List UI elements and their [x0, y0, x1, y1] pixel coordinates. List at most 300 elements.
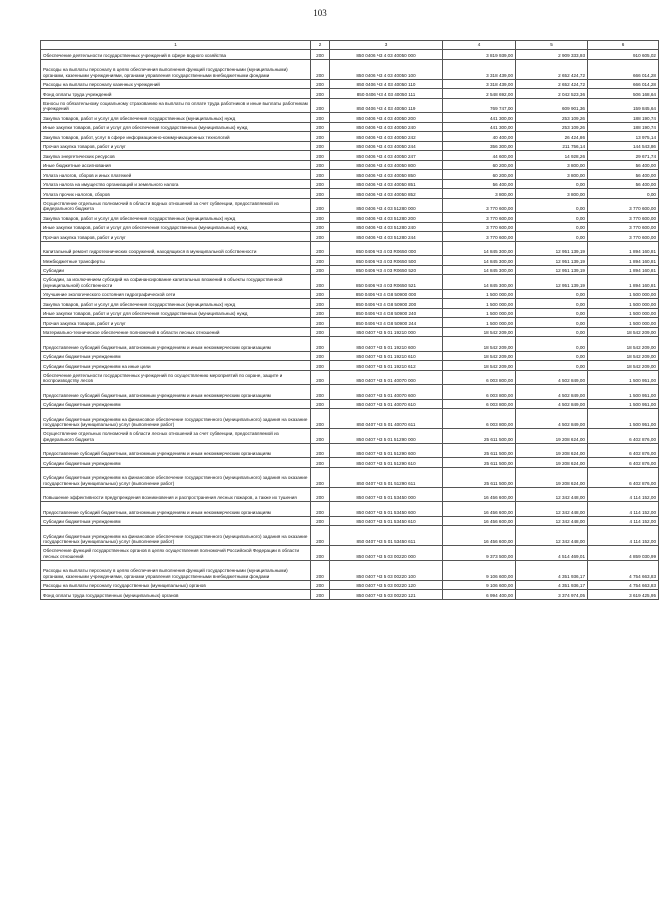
row-budget-code: 850 0407 Ч3 5 01 51290 610	[330, 458, 443, 468]
row-line-code: 200	[311, 299, 330, 309]
row-unexecuted-amount: 1 894 160,81	[588, 265, 659, 275]
row-line-code: 200	[311, 502, 330, 517]
table-row	[41, 502, 659, 517]
row-unexecuted-amount: 188 190,74	[588, 122, 659, 132]
table-row	[41, 98, 659, 113]
row-approved-amount: 9 106 600,00	[443, 580, 516, 590]
row-executed-amount: 4 502 849,00	[516, 399, 588, 409]
row-approved-amount: 1 500 000,00	[443, 308, 516, 318]
table-row	[41, 399, 659, 409]
row-approved-amount: 3 770 600,00	[443, 222, 516, 232]
table-row	[41, 79, 659, 89]
table-row	[41, 113, 659, 123]
row-executed-amount: 4 502 849,00	[516, 370, 588, 385]
row-unexecuted-amount: 1 500 951,00	[588, 409, 659, 429]
row-approved-amount: 3 770 600,00	[443, 213, 516, 223]
row-executed-amount: 3 800,00	[516, 170, 588, 180]
row-approved-amount: 6 003 800,00	[443, 399, 516, 409]
row-approved-amount: 769 747,00	[443, 98, 516, 113]
row-line-code: 200	[311, 59, 330, 79]
row-approved-amount: 60 200,00	[443, 160, 516, 170]
row-approved-amount: 25 611 500,00	[443, 467, 516, 487]
table-row	[41, 160, 659, 170]
row-unexecuted-amount: 56 400,00	[588, 160, 659, 170]
row-executed-amount: 0,00	[516, 289, 588, 299]
row-description: Обеспечение функций государственных органов в целях осуществления полномочий Российской Федерации в области лесных отношений	[41, 546, 311, 561]
table-row	[41, 232, 659, 242]
row-budget-code: 850 0407 Ч3 5 03 00220 121	[330, 590, 443, 600]
row-approved-amount: 16 456 600,00	[443, 526, 516, 546]
row-budget-code: 850 0406 Ч3 4 03 51280 240	[330, 222, 443, 232]
row-line-code: 200	[311, 580, 330, 590]
row-unexecuted-amount: 3 770 600,00	[588, 222, 659, 232]
table-row	[41, 327, 659, 337]
row-description: Расходы на выплаты персоналу в целях обеспечения выполнения функций государственными (муниципальными) органами, казенными учреждениями, органами управления государственными внебюджетными фондами	[41, 59, 311, 79]
row-executed-amount: 609 901,36	[516, 98, 588, 113]
row-executed-amount: 0,00	[516, 351, 588, 361]
row-budget-code: 850 0407 Ч3 5 01 19210 612	[330, 361, 443, 371]
row-line-code: 200	[311, 241, 330, 256]
row-line-code: 200	[311, 308, 330, 318]
row-budget-code: 850 0406 Ч3 4 03 40050 242	[330, 132, 443, 142]
row-unexecuted-amount: 3 770 600,00	[588, 213, 659, 223]
row-budget-code: 850 0406 Ч3 4 03 40050 247	[330, 151, 443, 161]
row-executed-amount: 0,00	[516, 222, 588, 232]
row-executed-amount: 26 424,86	[516, 132, 588, 142]
row-budget-code: 850 0407 Ч3 5 01 40070 611	[330, 409, 443, 429]
row-approved-amount: 18 542 209,00	[443, 351, 516, 361]
row-budget-code: 850 0406 Ч3 4 03 R0650 520	[330, 265, 443, 275]
row-budget-code: 850 0406 Ч3 4 03 40050 100	[330, 59, 443, 79]
row-budget-code: 850 0406 Ч3 4 03 40050 800	[330, 160, 443, 170]
row-unexecuted-amount: 56 400,00	[588, 179, 659, 189]
row-line-code: 200	[311, 590, 330, 600]
row-description: Межбюджетные трансферты	[41, 256, 311, 266]
row-description: Субсидии бюджетным учреждениям на финансовое обеспечение государственного (муниципального) задания на оказание государственных (муниципальных) услуг (выполнение работ)	[41, 526, 311, 546]
row-approved-amount: 441 300,00	[443, 113, 516, 123]
row-budget-code: 850 0406 Ч3 4 03 R0650 000	[330, 241, 443, 256]
table-row	[41, 299, 659, 309]
row-budget-code: 850 0406 Ч3 4 03 51280 000	[330, 198, 443, 213]
column-number: 2	[311, 41, 330, 50]
table-row	[41, 351, 659, 361]
row-unexecuted-amount: 1 500 000,00	[588, 308, 659, 318]
table-row	[41, 275, 659, 290]
row-description: Прочая закупка товаров, работ и услуг	[41, 318, 311, 328]
row-executed-amount: 0,00	[516, 318, 588, 328]
row-unexecuted-amount: 1 500 000,00	[588, 318, 659, 328]
row-line-code: 200	[311, 516, 330, 526]
table-row	[41, 385, 659, 400]
row-executed-amount: 12 951 139,19	[516, 265, 588, 275]
row-description: Закупка товаров, работ, услуг в сфере информационно-коммуникационных технологий	[41, 132, 311, 142]
row-description: Расходы на выплаты персоналу в целях обеспечения выполнения функций государственными (муниципальными) органами, казенными учреждениями, органами управления государственными внебюджетными фондами	[41, 560, 311, 580]
row-executed-amount: 12 342 448,00	[516, 516, 588, 526]
row-line-code: 200	[311, 361, 330, 371]
row-line-code: 200	[311, 113, 330, 123]
row-approved-amount: 1 500 000,00	[443, 299, 516, 309]
row-executed-amount: 253 109,26	[516, 113, 588, 123]
row-description: Фонд оплаты труда учреждений	[41, 89, 311, 99]
row-unexecuted-amount: 4 754 663,83	[588, 560, 659, 580]
row-approved-amount: 16 456 600,00	[443, 487, 516, 502]
row-description: Обеспечение деятельности государственных учреждений по осуществлению мероприятий по охране, защите и воспроизводству лесов	[41, 370, 311, 385]
row-description: Субсидии бюджетным учреждениям	[41, 399, 311, 409]
row-budget-code: 850 0407 Ч3 5 01 53450 611	[330, 526, 443, 546]
budget-table-body	[41, 41, 659, 600]
row-budget-code: 850 0407 Ч3 5 01 53450 000	[330, 487, 443, 502]
row-approved-amount: 1 500 000,00	[443, 289, 516, 299]
row-executed-amount: 0,00	[516, 213, 588, 223]
row-budget-code: 850 0407 Ч3 5 01 40070 600	[330, 385, 443, 400]
row-approved-amount: 25 611 500,00	[443, 458, 516, 468]
row-line-code: 200	[311, 289, 330, 299]
table-row	[41, 487, 659, 502]
row-line-code: 200	[311, 265, 330, 275]
table-row	[41, 308, 659, 318]
row-line-code: 200	[311, 351, 330, 361]
row-approved-amount: 16 456 600,00	[443, 516, 516, 526]
row-unexecuted-amount: 506 168,64	[588, 89, 659, 99]
row-budget-code: 850 0406 Ч3 4 03 40050 240	[330, 122, 443, 132]
row-approved-amount: 18 542 209,00	[443, 361, 516, 371]
row-approved-amount: 16 456 600,00	[443, 502, 516, 517]
row-unexecuted-amount: 3 770 600,00	[588, 232, 659, 242]
row-line-code: 200	[311, 560, 330, 580]
row-executed-amount: 19 208 624,00	[516, 467, 588, 487]
column-number: 1	[41, 41, 311, 50]
row-line-code: 200	[311, 409, 330, 429]
row-line-code: 200	[311, 467, 330, 487]
row-unexecuted-amount: 4 114 152,00	[588, 516, 659, 526]
row-budget-code: 850 0406 Ч3 4 G8 50900 000	[330, 289, 443, 299]
row-budget-code: 850 0407 Ч3 5 01 19210 000	[330, 327, 443, 337]
row-budget-code: 850 0406 Ч3 4 03 40050 851	[330, 179, 443, 189]
row-description: Уплата налогов, сборов и иных платежей	[41, 170, 311, 180]
row-description: Закупка товаров, работ и услуг для обеспечения государственных (муниципальных) нужд	[41, 299, 311, 309]
row-description: Закупка товаров, работ и услуг для обеспечения государственных (муниципальных) нужд	[41, 213, 311, 223]
row-line-code: 200	[311, 399, 330, 409]
row-unexecuted-amount: 4 754 663,83	[588, 580, 659, 590]
row-description: Расходы на выплаты персоналу государственных (муниципальных) органов	[41, 580, 311, 590]
row-description: Улучшение экологического состояния гидрографической сети	[41, 289, 311, 299]
table-row	[41, 189, 659, 199]
row-approved-amount: 44 600,00	[443, 151, 516, 161]
row-approved-amount: 9 373 500,00	[443, 546, 516, 561]
table-row	[41, 409, 659, 429]
row-budget-code: 850 0407 Ч3 5 01 40070 000	[330, 370, 443, 385]
row-unexecuted-amount: 4 859 030,99	[588, 546, 659, 561]
row-unexecuted-amount: 666 014,28	[588, 59, 659, 79]
column-number-row	[41, 41, 659, 50]
row-unexecuted-amount: 13 975,14	[588, 132, 659, 142]
row-line-code: 200	[311, 213, 330, 223]
row-description: Закупка энергетических ресурсов	[41, 151, 311, 161]
row-budget-code: 850 0406 Ч3 4 G8 50900 244	[330, 318, 443, 328]
row-budget-code: 850 0406 Ч3 4 03 51280 200	[330, 213, 443, 223]
row-budget-code: 850 0407 Ч3 5 03 00220 100	[330, 560, 443, 580]
row-approved-amount: 25 611 500,00	[443, 443, 516, 458]
row-line-code: 200	[311, 318, 330, 328]
row-description: Капитальный ремонт гидротехнических сооружений, находящихся в муниципальной собственности	[41, 241, 311, 256]
row-approved-amount: 6 994 400,00	[443, 590, 516, 600]
row-budget-code: 850 0406 Ч3 4 03 R0650 500	[330, 256, 443, 266]
table-row	[41, 141, 659, 151]
row-unexecuted-amount: 3 619 425,95	[588, 590, 659, 600]
row-executed-amount: 0,00	[516, 308, 588, 318]
row-executed-amount: 0,00	[516, 337, 588, 352]
row-line-code: 200	[311, 179, 330, 189]
row-description: Предоставление субсидий бюджетным, автономным учреждениям и иным некоммерческим организациям	[41, 385, 311, 400]
column-number: 4	[443, 41, 516, 50]
row-executed-amount: 0,00	[516, 327, 588, 337]
table-row	[41, 458, 659, 468]
row-description: Уплата налога на имущество организаций и земельного налога	[41, 179, 311, 189]
row-line-code: 200	[311, 189, 330, 199]
row-executed-amount: 0,00	[516, 179, 588, 189]
row-approved-amount: 18 542 209,00	[443, 337, 516, 352]
row-executed-amount: 3 800,00	[516, 189, 588, 199]
row-unexecuted-amount: 1 894 160,81	[588, 241, 659, 256]
row-budget-code: 850 0406 Ч3 4 03 40050 200	[330, 113, 443, 123]
row-approved-amount: 2 548 692,00	[443, 89, 516, 99]
row-budget-code: 850 0407 Ч3 5 01 51290 611	[330, 467, 443, 487]
row-budget-code: 850 0407 Ч3 5 01 19210 610	[330, 351, 443, 361]
row-approved-amount: 18 542 209,00	[443, 327, 516, 337]
row-unexecuted-amount: 666 014,28	[588, 79, 659, 89]
row-line-code: 200	[311, 232, 330, 242]
row-executed-amount: 0,00	[516, 299, 588, 309]
row-executed-amount: 3 374 974,05	[516, 590, 588, 600]
row-unexecuted-amount: 4 114 152,00	[588, 526, 659, 546]
row-executed-amount: 12 342 448,00	[516, 487, 588, 502]
table-row	[41, 198, 659, 213]
table-row	[41, 370, 659, 385]
row-executed-amount: 0,00	[516, 232, 588, 242]
page-number: 103	[313, 8, 327, 18]
row-budget-code: 850 0407 Ч3 5 01 19210 600	[330, 337, 443, 352]
table-row	[41, 179, 659, 189]
row-executed-amount: 211 756,14	[516, 141, 588, 151]
row-line-code: 200	[311, 151, 330, 161]
row-approved-amount: 3 318 439,00	[443, 79, 516, 89]
row-description: Предоставление субсидий бюджетным, автономным учреждениям и иным некоммерческим организациям	[41, 443, 311, 458]
row-description: Субсидии	[41, 265, 311, 275]
column-number: 6	[588, 41, 659, 50]
row-description: Субсидии бюджетным учреждениям	[41, 351, 311, 361]
table-row	[41, 151, 659, 161]
row-line-code: 200	[311, 222, 330, 232]
row-line-code: 200	[311, 487, 330, 502]
row-description: Субсидии бюджетным учреждениям на иные цели	[41, 361, 311, 371]
row-unexecuted-amount: 159 845,64	[588, 98, 659, 113]
column-number: 3	[330, 41, 443, 50]
row-executed-amount: 19 208 624,00	[516, 458, 588, 468]
row-line-code: 200	[311, 337, 330, 352]
row-executed-amount: 14 928,26	[516, 151, 588, 161]
row-budget-code: 850 0407 Ч3 5 01 40070 610	[330, 399, 443, 409]
row-executed-amount: 12 951 139,19	[516, 241, 588, 256]
row-description: Фонд оплаты труда государственных (муниципальных) органов	[41, 590, 311, 600]
table-row	[41, 241, 659, 256]
row-approved-amount: 3 318 439,00	[443, 59, 516, 79]
row-description: Прочая закупка товаров, работ и услуг	[41, 232, 311, 242]
table-row	[41, 89, 659, 99]
row-description: Субсидии бюджетным учреждениям	[41, 458, 311, 468]
row-line-code: 200	[311, 89, 330, 99]
row-description: Предоставление субсидий бюджетным, автономным учреждениям и иным некоммерческим организациям	[41, 337, 311, 352]
row-budget-code: 850 0406 Ч3 4 03 40050 850	[330, 170, 443, 180]
row-line-code: 200	[311, 132, 330, 142]
row-unexecuted-amount: 18 542 209,00	[588, 351, 659, 361]
row-unexecuted-amount: 1 500 951,00	[588, 370, 659, 385]
row-line-code: 200	[311, 170, 330, 180]
table-row	[41, 429, 659, 444]
row-executed-amount: 0,00	[516, 361, 588, 371]
row-budget-code: 850 0407 Ч3 5 03 00220 000	[330, 546, 443, 561]
row-executed-amount: 4 502 849,00	[516, 385, 588, 400]
row-unexecuted-amount: 6 402 876,00	[588, 443, 659, 458]
table-row	[41, 467, 659, 487]
table-row	[41, 170, 659, 180]
row-description: Материально-техническое обеспечение полномочий в области лесных отношений	[41, 327, 311, 337]
row-description: Иные бюджетные ассигнования	[41, 160, 311, 170]
row-unexecuted-amount: 910 605,02	[588, 50, 659, 60]
table-row	[41, 213, 659, 223]
row-approved-amount: 6 003 800,00	[443, 409, 516, 429]
row-description: Иные закупки товаров, работ и услуг для обеспечения государственных (муниципальных) нужд	[41, 308, 311, 318]
row-executed-amount: 253 109,26	[516, 122, 588, 132]
row-line-code: 200	[311, 141, 330, 151]
row-line-code: 200	[311, 546, 330, 561]
row-line-code: 200	[311, 98, 330, 113]
row-description: Субсидии, за исключением субсидий на софинансирование капитальных вложений в объекты государственной (муниципальной) собственности	[41, 275, 311, 290]
row-approved-amount: 441 300,00	[443, 122, 516, 132]
row-executed-amount: 12 951 139,19	[516, 256, 588, 266]
row-description: Осуществление отдельных полномочий в области лесных отношений за счет субвенции, предоставляемой из федерального бюджета	[41, 429, 311, 444]
row-unexecuted-amount: 4 114 152,00	[588, 487, 659, 502]
row-budget-code: 850 0407 Ч3 5 01 53450 610	[330, 516, 443, 526]
row-unexecuted-amount: 6 402 876,00	[588, 458, 659, 468]
row-description: Субсидии бюджетным учреждениям на финансовое обеспечение государственного (муниципального) задания на оказание государственных (муниципальных) услуг (выполнение работ)	[41, 467, 311, 487]
row-executed-amount: 4 351 936,17	[516, 580, 588, 590]
row-description: Расходы на выплаты персоналу казенных учреждений	[41, 79, 311, 89]
table-row	[41, 546, 659, 561]
row-approved-amount: 6 003 800,00	[443, 385, 516, 400]
row-approved-amount: 3 819 939,00	[443, 50, 516, 60]
table-row	[41, 318, 659, 328]
row-unexecuted-amount: 1 894 160,81	[588, 275, 659, 290]
row-executed-amount: 12 342 448,00	[516, 502, 588, 517]
row-approved-amount: 40 400,00	[443, 132, 516, 142]
row-approved-amount: 14 845 300,00	[443, 275, 516, 290]
row-unexecuted-amount: 18 542 209,00	[588, 337, 659, 352]
row-description: Иные закупки товаров, работ и услуг для обеспечения государственных (муниципальных) нужд	[41, 122, 311, 132]
table-row	[41, 59, 659, 79]
row-line-code: 200	[311, 160, 330, 170]
row-executed-amount: 3 800,00	[516, 160, 588, 170]
row-budget-code: 850 0407 Ч3 5 01 51290 600	[330, 443, 443, 458]
row-description: Субсидии бюджетным учреждениям на финансовое обеспечение государственного (муниципального) задания на оказание государственных (муниципальных) услуг (выполнение работ)	[41, 409, 311, 429]
row-unexecuted-amount: 29 671,74	[588, 151, 659, 161]
row-unexecuted-amount: 56 400,00	[588, 170, 659, 180]
row-unexecuted-amount: 188 190,74	[588, 113, 659, 123]
row-budget-code: 850 0406 Ч3 4 03 51280 244	[330, 232, 443, 242]
row-line-code: 200	[311, 50, 330, 60]
row-executed-amount: 0,00	[516, 198, 588, 213]
row-executed-amount: 19 208 624,00	[516, 443, 588, 458]
row-budget-code: 850 0407 Ч3 5 01 53450 600	[330, 502, 443, 517]
row-line-code: 200	[311, 443, 330, 458]
row-approved-amount: 56 400,00	[443, 179, 516, 189]
row-line-code: 200	[311, 275, 330, 290]
row-line-code: 200	[311, 370, 330, 385]
row-line-code: 200	[311, 385, 330, 400]
row-description: Закупка товаров, работ и услуг для обеспечения государственных (муниципальных) нужд	[41, 113, 311, 123]
table-row	[41, 265, 659, 275]
table-row	[41, 590, 659, 600]
row-budget-code: 850 0406 Ч3 4 03 40050 244	[330, 141, 443, 151]
table-row	[41, 122, 659, 132]
row-description: Субсидии бюджетным учреждениям	[41, 516, 311, 526]
row-line-code: 200	[311, 256, 330, 266]
row-line-code: 200	[311, 429, 330, 444]
row-description: Повышение эффективности предупреждения возникновения и распространения лесных пожаров, а также их тушения	[41, 487, 311, 502]
budget-table	[40, 40, 659, 600]
row-approved-amount: 356 300,00	[443, 141, 516, 151]
table-row	[41, 580, 659, 590]
row-description: Обеспечение деятельности государственных учреждений в сфере водного хозяйства	[41, 50, 311, 60]
row-unexecuted-amount: 3 770 600,00	[588, 198, 659, 213]
table-row	[41, 222, 659, 232]
row-executed-amount: 4 502 849,00	[516, 409, 588, 429]
row-line-code: 200	[311, 198, 330, 213]
row-approved-amount: 3 770 600,00	[443, 232, 516, 242]
row-unexecuted-amount: 6 402 876,00	[588, 467, 659, 487]
table-row	[41, 443, 659, 458]
row-description: Взносы по обязательному социальному страхованию на выплаты по оплате труда работников и иные выплаты работникам учреждений	[41, 98, 311, 113]
row-approved-amount: 14 845 300,00	[443, 256, 516, 266]
table-row	[41, 516, 659, 526]
row-approved-amount: 3 800,00	[443, 189, 516, 199]
table-row	[41, 256, 659, 266]
row-unexecuted-amount: 6 402 876,00	[588, 429, 659, 444]
row-executed-amount: 12 951 139,19	[516, 275, 588, 290]
row-budget-code: 850 0406 Ч3 4 03 40050 111	[330, 89, 443, 99]
row-executed-amount: 2 652 424,72	[516, 59, 588, 79]
row-budget-code: 850 0406 Ч3 4 03 40050 852	[330, 189, 443, 199]
row-description: Уплата прочих налогов, сборов	[41, 189, 311, 199]
row-description: Предоставление субсидий бюджетным, автономным учреждениям и иным некоммерческим организациям	[41, 502, 311, 517]
row-approved-amount: 60 200,00	[443, 170, 516, 180]
row-line-code: 200	[311, 526, 330, 546]
row-budget-code: 850 0406 Ч3 4 G8 50900 240	[330, 308, 443, 318]
row-line-code: 200	[311, 79, 330, 89]
row-unexecuted-amount: 18 542 209,00	[588, 361, 659, 371]
row-unexecuted-amount: 0,00	[588, 189, 659, 199]
row-line-code: 200	[311, 458, 330, 468]
row-approved-amount: 6 003 800,00	[443, 370, 516, 385]
row-approved-amount: 1 500 000,00	[443, 318, 516, 328]
table-row	[41, 132, 659, 142]
row-executed-amount: 4 351 936,17	[516, 560, 588, 580]
table-row	[41, 50, 659, 60]
row-budget-code: 850 0407 Ч3 5 01 51290 000	[330, 429, 443, 444]
row-line-code: 200	[311, 327, 330, 337]
row-line-code: 200	[311, 122, 330, 132]
row-unexecuted-amount: 144 543,86	[588, 141, 659, 151]
row-budget-code: 850 0406 Ч3 4 03 40050 110	[330, 79, 443, 89]
